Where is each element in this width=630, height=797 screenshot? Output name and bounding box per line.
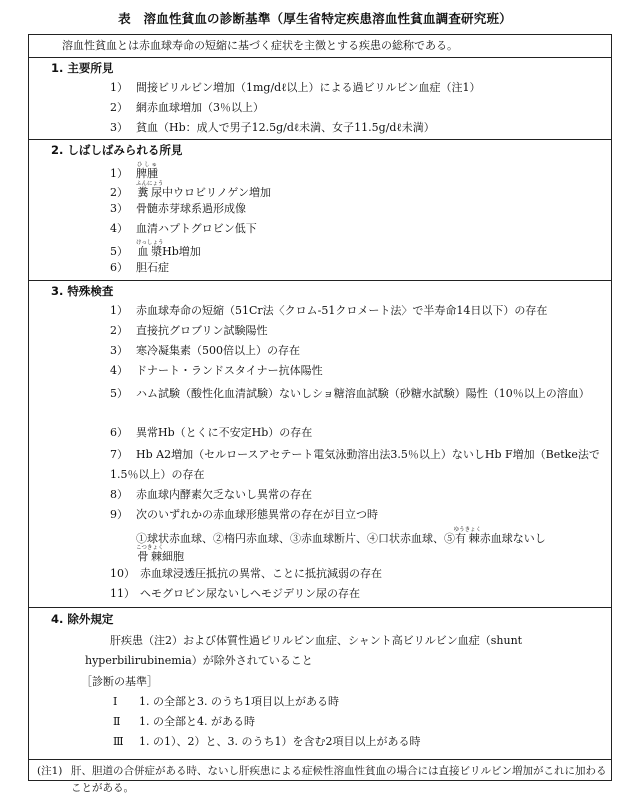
row-divider [29, 57, 611, 58]
list-item: 4） 血清ハプトグロビン低下 [110, 222, 257, 235]
exclusion-text: 肝疾患（注2）および体質性過ビリルビン血症、シャント高ビリルビン血症（shunt hyperbilirubinemia）が除外されていること [85, 634, 523, 667]
criteria-label: ［診断の基準］ [81, 675, 158, 688]
list-item: 9） 次のいずれかの赤血球形態異常の存在が目立つ時 [110, 508, 378, 521]
row-divider [29, 280, 611, 281]
list-item: 3） 骨髄赤芽球系過形成像 [110, 202, 246, 215]
list-item: 8） 赤血球内酵素欠乏ないし異常の存在 [110, 488, 312, 501]
cell-shape-list: 骨棘こつきょく細胞 [136, 545, 185, 563]
list-item: 1） 間接ビリルビン増加（1mg/dℓ以上）による過ビリルビン血症（注1） [110, 81, 481, 94]
section-heading-1: 1. 主要所見 [51, 61, 114, 75]
footnote-1: (注1) 肝、胆道の合併症がある時、ないし肝疾患による症候性溶血性貧血の場合には直接ビリルビン増加がこれに加わることがある。 [37, 765, 607, 794]
section-heading-2: 2. しばしばみられる所見 [51, 143, 183, 157]
list-item: 10） 赤血球浸透圧抵抗の異常、ことに抵抗減弱の存在 [110, 567, 382, 580]
list-item: 5） ハム試験（酸性化血清試験）ないしショ糖溶血試験（砂糖水試験）陽性（10％以上の溶血） [110, 387, 590, 400]
list-item: 1） 赤血球寿命の短縮（51Cr法〈クロム-51クロメート法〉で半寿命14日以下）の存在 [110, 304, 548, 317]
criteria-item: Ⅰ 1. の全部と3. のうち1項目以上がある時 [113, 695, 339, 708]
section-heading-4: 4. 除外規定 [51, 612, 114, 626]
list-item: 3） 寒冷凝集素（500倍以上）の存在 [110, 344, 300, 357]
list-item: 7） Hb A2増加（セルロースアセテート電気泳動溶出法3.5％以上）ないしHb F増加（Betke法で1.5％以上）の存在 [110, 448, 600, 481]
list-item: 2） 糞尿ふんにょう中ウロビリノゲン増加 [110, 181, 272, 199]
row-divider [29, 139, 611, 140]
list-item: 11） ヘモグロビン尿ないしヘモジデリン尿の存在 [110, 587, 360, 600]
list-item: 5） 血漿けっしょうHb増加 [110, 240, 201, 258]
definition-text: 溶血性貧血とは赤血球寿命の短縮に基づく症状を主徴とする疾患の総称である。 [62, 39, 458, 52]
list-item: 3） 貧血（Hb：成人で男子12.5g/dℓ未満、女子11.5g/dℓ未満） [110, 121, 435, 134]
list-item: 4） ドナート・ランドスタイナー抗体陽性 [110, 364, 323, 377]
list-item: 2） 直接抗グロブリン試験陽性 [110, 324, 268, 337]
row-divider [29, 759, 611, 760]
list-item: 2） 網赤血球増加（3％以上） [110, 101, 264, 114]
criteria-item: Ⅱ 1. の全部と4. がある時 [113, 715, 255, 728]
section-heading-3: 3. 特殊検査 [51, 284, 114, 298]
list-item: 6） 胆石症 [110, 261, 169, 274]
list-item: 6） 異常Hb（とくに不安定Hb）の存在 [110, 426, 313, 439]
list-item: 1） 脾腫ひしゅ [110, 162, 158, 180]
cell-shape-list: ①球状赤血球、②楕円赤血球、③赤血球断片、④口状赤血球、⑤有棘ゆうきょく赤血球ないし [136, 527, 546, 545]
row-divider [29, 607, 611, 608]
criteria-table [28, 34, 612, 794]
criteria-item: Ⅲ 1. の1）、2）と、3. のうち1）を含む2項目以上がある時 [113, 735, 421, 748]
table-title: 表 溶血性貧血の診断基準（厚生省特定疾患溶血性貧血調査研究班） [118, 11, 512, 26]
